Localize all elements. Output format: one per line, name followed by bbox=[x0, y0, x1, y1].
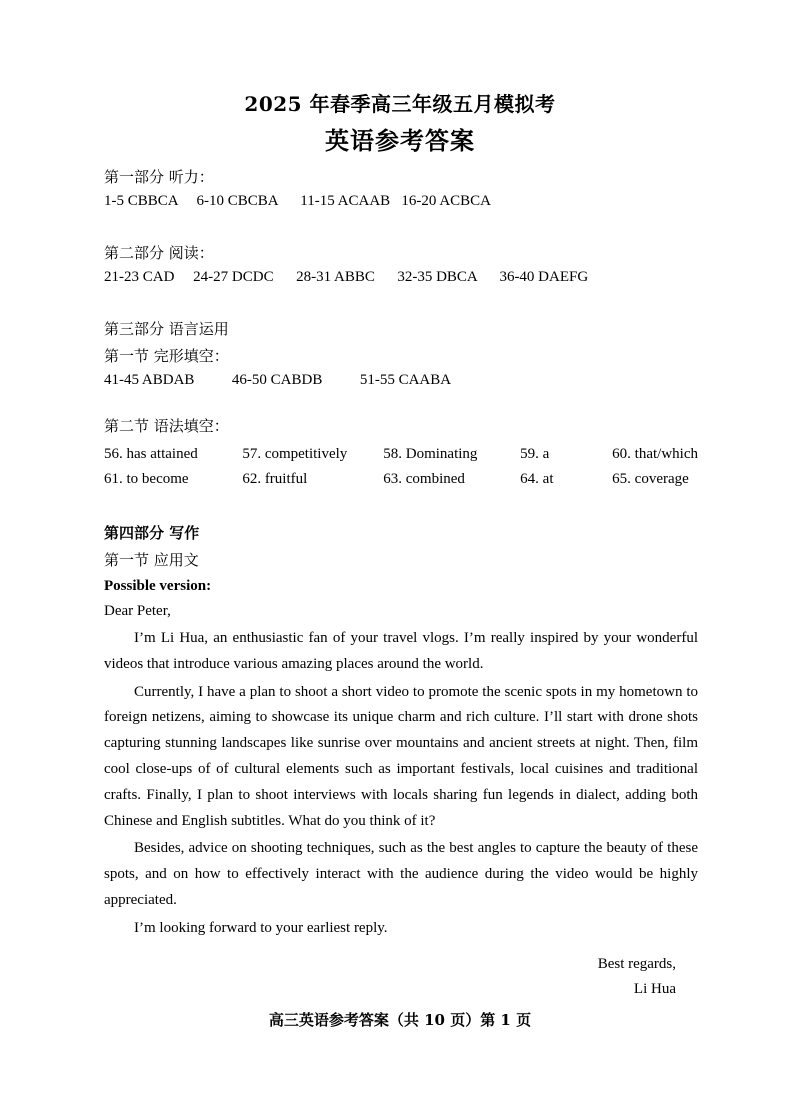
grammar-fill-answers-table bbox=[104, 442, 698, 492]
letter-closing: Best regards, bbox=[597, 955, 676, 972]
answer-cell: 64. at bbox=[520, 471, 554, 487]
page-footer: 高三英语参考答案（共 10 页）第 1 页 bbox=[268, 1011, 532, 1029]
answer-cell: 59. a bbox=[520, 446, 550, 462]
exam-title: 2025 年春季高三年级五月模拟考 bbox=[244, 92, 556, 116]
answer-cell: 57. competitively bbox=[242, 446, 348, 462]
part-1-heading: 第一部分 听力： bbox=[104, 168, 214, 186]
page-title: 英语参考答案 bbox=[325, 126, 475, 155]
letter-paragraph: Besides, advice on shooting techniques, such as the best angles to capture the beauty of these spots, and on how to effectively interact with the audience during the video would be highly appreciated. bbox=[104, 840, 698, 908]
letter-signature: Li Hua bbox=[633, 981, 676, 998]
part-4-heading: 第四部分 写作 bbox=[104, 524, 200, 542]
letter-paragraph: I’m looking forward to your earliest reply. bbox=[134, 919, 388, 936]
part-3-section-2-heading: 第二节 语法填空： bbox=[104, 417, 229, 435]
table-row bbox=[104, 467, 698, 492]
letter-closing-block bbox=[104, 952, 698, 1003]
part-3-section-1-heading: 第一节 完形填空： bbox=[104, 347, 229, 365]
possible-version-label: Possible version: bbox=[104, 578, 212, 594]
letter-paragraph: Currently, I have a plan to shoot a short video to promote the scenic spots in my hometown to foreign netizens, aiming to showcase its unique charm and rich culture. I’ll start with drone shots capturing stunning landscapes like sunrise over mountains and ancient streets at night. Then, film cool close-ups of of cultural elements such as important festivals, local cuisines and traditional crafts. Finally, I plan to shoot interviews with locals sharing fun legends in dialect, adding both Chinese and English subtitles. What do you think of it? bbox=[104, 683, 698, 829]
part-1-answers: 1-5 CBBCA 6-10 CBCBA 11-15 ACAAB 16-20 ACBCA bbox=[104, 193, 492, 209]
part-2-heading: 第二部分 阅读： bbox=[104, 244, 214, 262]
letter-salutation: Dear Peter, bbox=[104, 603, 171, 619]
document-body bbox=[36, 166, 764, 1003]
answer-cell: 61. to become bbox=[104, 471, 189, 487]
answer-cell: 62. fruitful bbox=[242, 471, 308, 487]
answer-cell: 56. has attained bbox=[104, 446, 198, 462]
table-row bbox=[104, 442, 698, 467]
part-3-section-1-answers: 41-45 ABDAB 46-50 CABDB 51-55 CAABA bbox=[104, 372, 452, 388]
answer-cell: 65. coverage bbox=[612, 471, 689, 487]
part-2-answers: 21-23 CAD 24-27 DCDC 28-31 ABBC 32-35 DBCA 36-40 DAEFG bbox=[104, 269, 589, 285]
answer-cell: 60. that/which bbox=[612, 446, 698, 462]
answer-cell: 63. combined bbox=[383, 471, 465, 487]
answer-cell: 58. Dominating bbox=[383, 446, 478, 462]
letter-paragraph: I’m Li Hua, an enthusiastic fan of your travel vlogs. I’m really inspired by your wonderful videos that introduce various amazing places around the world. bbox=[104, 630, 698, 672]
part-4-section-1-heading: 第一节 应用文 bbox=[104, 551, 199, 569]
part-3-heading: 第三部分 语言运用 bbox=[104, 320, 229, 338]
